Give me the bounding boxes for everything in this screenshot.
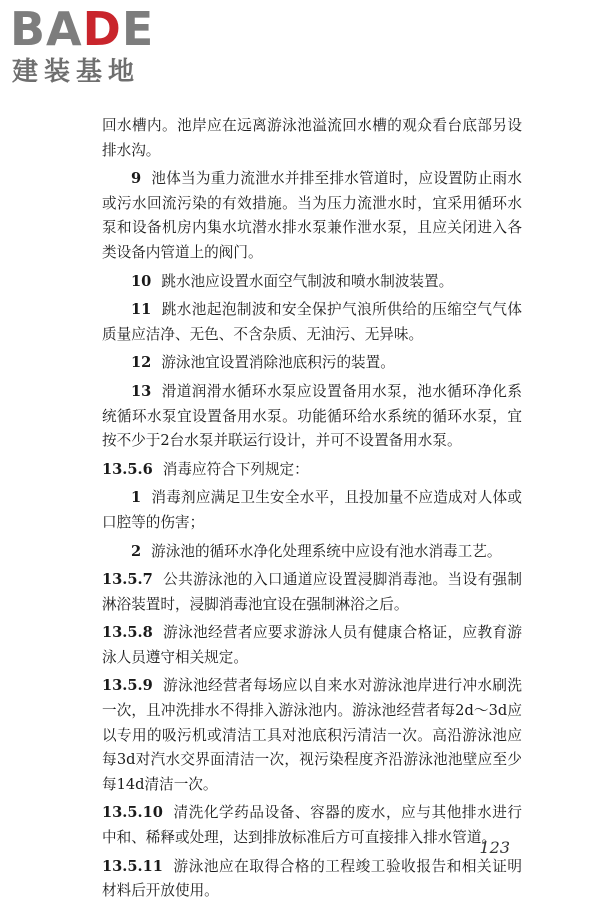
section-13-5-6-item-1 (102, 486, 522, 535)
section-number: 13.5.6 (102, 460, 153, 478)
section-13-5-9 (102, 674, 522, 797)
section-13-5-11 (102, 855, 522, 904)
section-number: 13.5.8 (102, 624, 153, 642)
clause-11 (102, 298, 522, 347)
clause-text: 游泳池宜设置消除池底积污的装置。 (161, 354, 395, 372)
item-number: 2 (131, 542, 142, 560)
section-text: 游泳池经营者每场应以自来水对游泳池岸进行冲水刷洗一次，且冲洗排水不得排入游泳池内。游泳池经营者每2d～3d应以专用的吸污机或清洁工具对池底积污清洁一次。高沿游泳池应每3d对汽水交界面清洁一次，视污染程度齐沿游泳池池壁应至少每14d清洁一次。 (102, 677, 522, 793)
clause-number: 13 (131, 382, 152, 400)
logo-word-accent: D (82, 2, 122, 56)
section-text: 游泳池经营者应要求游泳人员有健康合格证，应教育游泳人员遵守相关规定。 (102, 624, 522, 666)
section-13-5-6-item-2 (102, 540, 522, 565)
logo-subtitle: 建装基地 (12, 57, 141, 87)
clause-text: 池体当为重力流泄水并排至排水管道时，应设置防止雨水或污水回流污染的有效措施。当为压力流泄水时，宜采用循环水泵和设备机房内集水坑潜水排水泵兼作泄水泵，且应关闭进入各类设备内管道上的阀门。 (102, 170, 522, 261)
logo-wordmark (10, 4, 154, 54)
clause-text: 滑道润滑水循环水泵应设置备用水泵，池水循环净化系统循环水泵宜设置备用水泵。功能循环给水系统的循环水泵，宜按不少于2台水泵并联运行设计，并可不设置备用水泵。 (102, 382, 522, 450)
section-text: 消毒应符合下列规定： (162, 460, 309, 478)
section-text: 游泳池应在取得合格的工程竣工验收报告和相关证明材料后开放使用。 (102, 857, 522, 900)
clause-text: 跳水池起泡制波和安全保护气浪所供给的压缩空气气体质量应洁净、无色、不含杂质、无油污、无异味。 (102, 301, 522, 343)
logo-word-part1: BA (10, 2, 83, 56)
section-number: 13.5.9 (102, 677, 153, 695)
document-body (102, 114, 522, 908)
clause-number: 11 (131, 301, 152, 319)
section-13-5-8 (102, 621, 522, 670)
bade-logo (10, 4, 180, 94)
clause-number: 9 (131, 170, 142, 188)
item-text: 消毒剂应满足卫生安全水平，且投加量不应造成对人体或口腔等的伤害； (102, 489, 522, 531)
clause-9 (102, 167, 522, 265)
section-number: 13.5.7 (102, 571, 153, 589)
page-number: 123 (479, 838, 510, 857)
clause-number: 10 (131, 272, 152, 290)
paragraph-continuation (102, 114, 522, 163)
item-number: 1 (131, 489, 142, 507)
clause-13 (102, 380, 522, 454)
section-text: 清洗化学药品设备、容器的废水，应与其他排水进行中和、稀释或处理，达到排放标准后方可直接排入排水管道。 (102, 804, 522, 847)
section-13-5-7 (102, 568, 522, 617)
section-number: 13.5.10 (102, 804, 163, 822)
section-13-5-6 (102, 458, 522, 483)
clause-text: 跳水池应设置水面空气制波和喷水制波装置。 (161, 272, 454, 290)
clause-number: 12 (131, 354, 152, 372)
section-text: 公共游泳池的入口通道应设置浸脚消毒池。当设有强制淋浴装置时，浸脚消毒池宜设在强制淋浴之后。 (102, 571, 522, 613)
paragraph-text: 回水槽内。池岸应在远离游泳池溢流回水槽的观众看台底部另设排水沟。 (102, 117, 522, 159)
section-number: 13.5.11 (102, 857, 163, 875)
logo-word-part2: E (121, 2, 155, 56)
section-13-5-10 (102, 801, 522, 850)
item-text: 游泳池的循环水净化处理系统中应设有池水消毒工艺。 (151, 542, 502, 560)
clause-12 (102, 351, 522, 376)
clause-10 (102, 270, 522, 295)
